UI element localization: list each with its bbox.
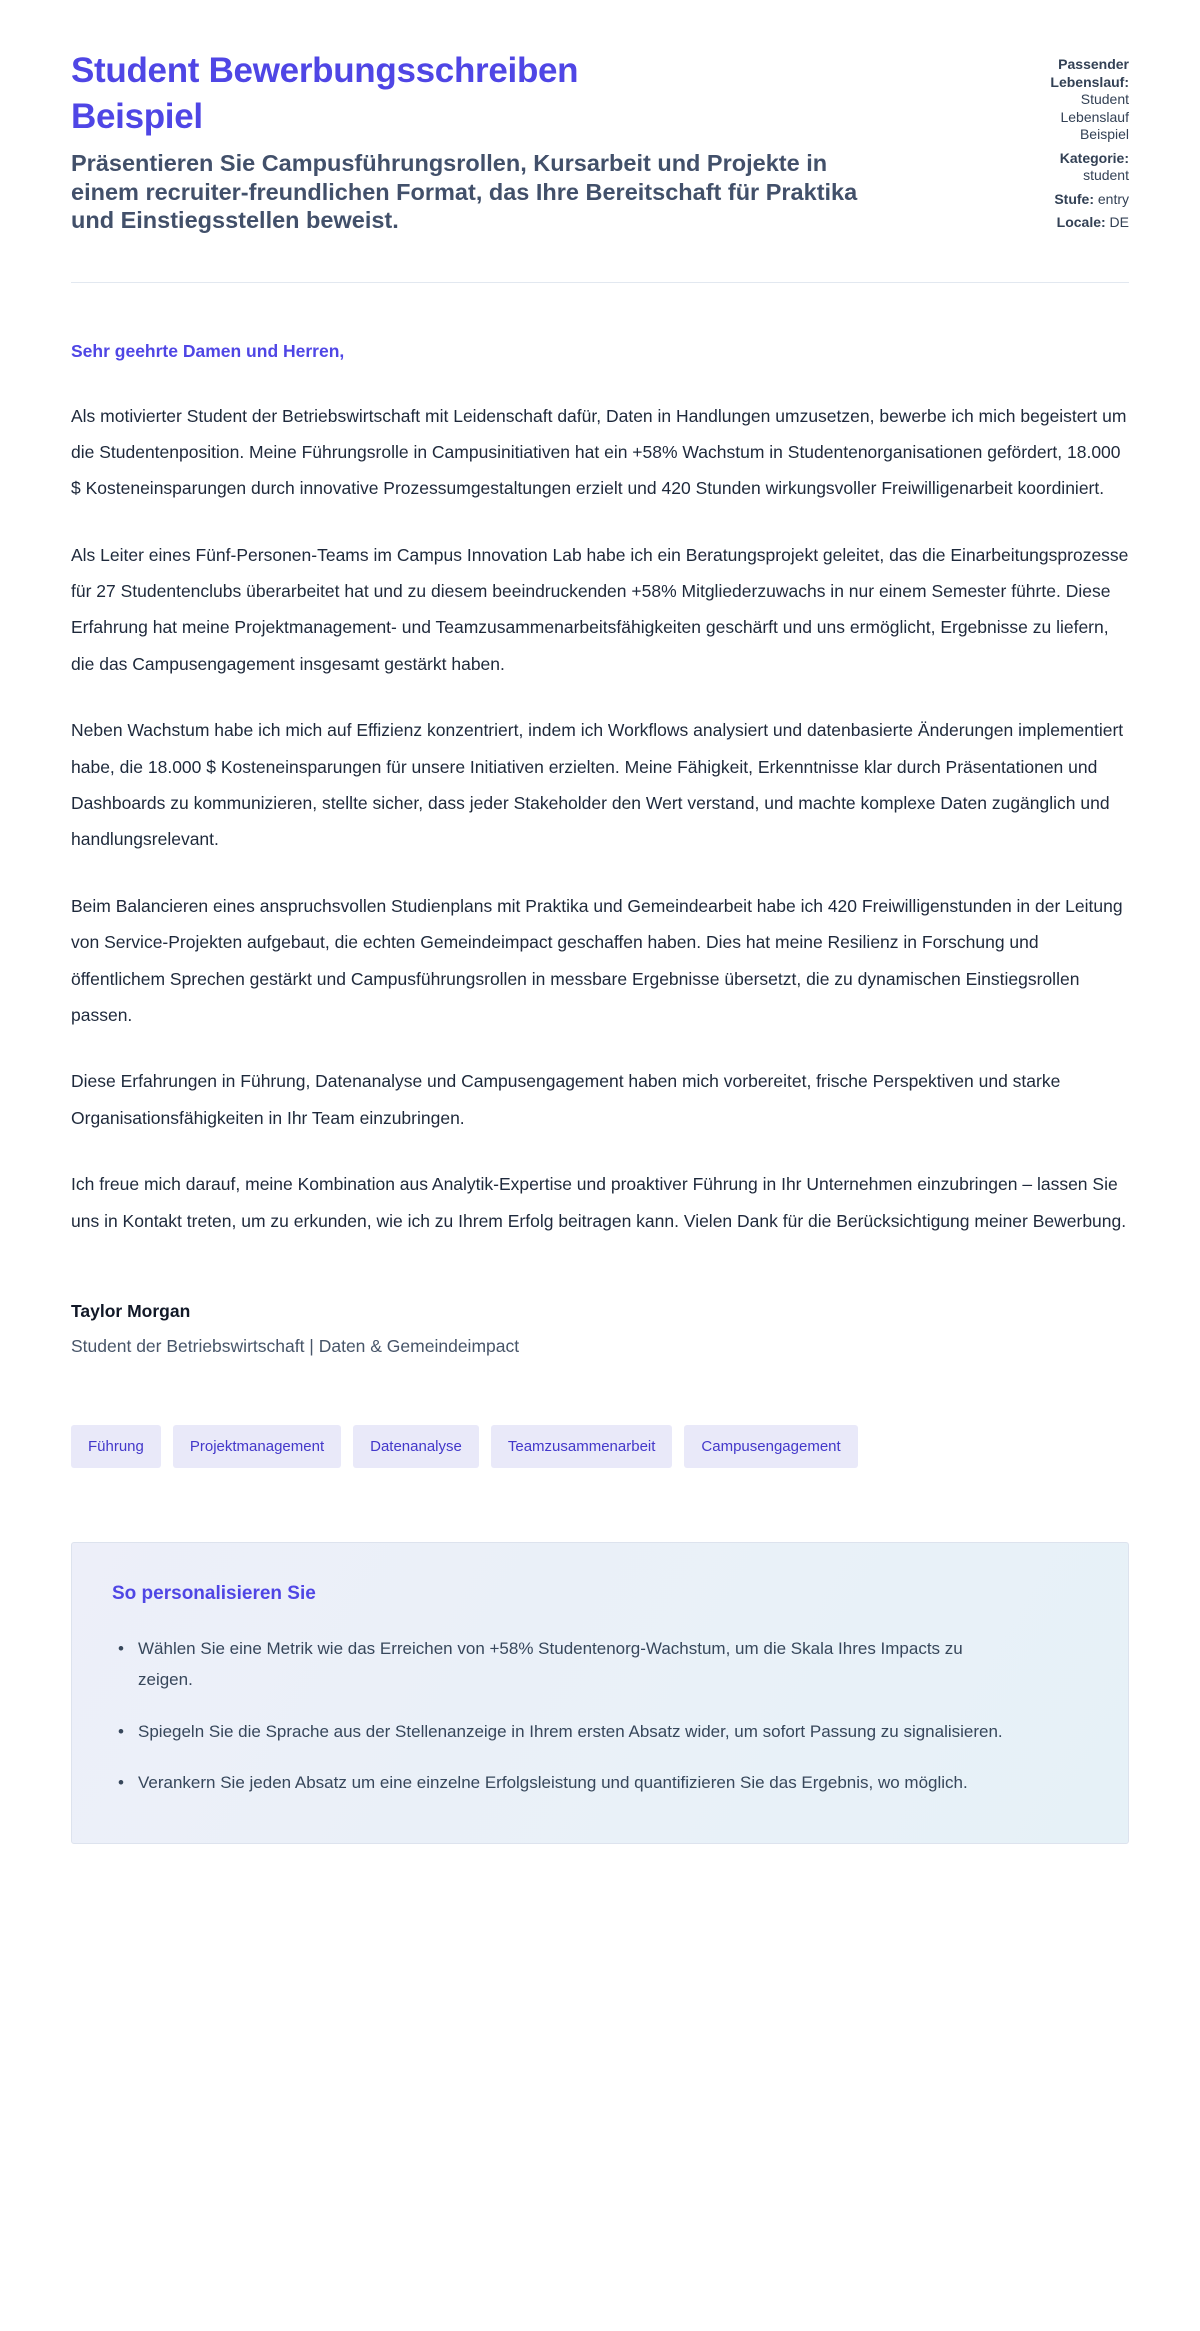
tip-item: • Verankern Sie jeden Absatz um eine einzelne Erfolgsleistung und quantifizieren Sie das Ergebnis, wo möglich. <box>112 1767 1012 1798</box>
meta-row <box>1011 191 1129 209</box>
meta-row <box>1011 56 1129 144</box>
meta-label: Locale: <box>1056 214 1106 230</box>
meta-label: Kategorie: <box>1059 149 1129 166</box>
meta-label: Stufe: <box>1054 190 1094 207</box>
header-divider <box>71 282 1129 283</box>
skill-tag: Führung <box>71 1425 161 1468</box>
tips-heading: So personalisieren Sie <box>112 1582 316 1604</box>
letter-paragraph: Als motivierter Student der Betriebswirtschaft mit Leidenschaft dafür, Daten in Handlungen umzusetzen, bewerbe ich mich begeistert um die Studentenposition. Meine Führungsrolle in Campusinitiativen hat ein +58% Wachstum in Studentenorganisationen gefördert, 18.000 $ Kosteneinsparungen durch innovative Prozessumgestaltungen erzielt und 420 Stunden wirkungsvoller Freiwilligenarbeit koordiniert. <box>71 405 1127 499</box>
letter-paragraph: Als Leiter eines Fünf-Personen-Teams im Campus Innovation Lab habe ich ein Beratungsprojekt geleitet, das die Einarbeitungsprozesse für 27 Studentenclubs überarbeitet hat und zu diesem beeindruckenden +58% Mitgliederzuwachs in nur einem Semester führte. Diese Erfahrung hat meine Projektmanagement- und Teamzusammenarbeitsfähigkeiten geschärft und uns ermöglicht, Ergebnisse zu liefern, die das Campusengagement insgesamt gestärkt haben. <box>71 544 1129 674</box>
tip-item: • Spiegeln Sie die Sprache aus der Stellenanzeige in Ihrem ersten Absatz wider, um sofort Passung zu signalisieren. <box>112 1716 1012 1747</box>
skill-tag: Projektmanagement <box>173 1425 341 1468</box>
signature-block <box>71 1301 1129 1357</box>
skill-tags <box>71 1425 1129 1468</box>
skill-tag: Campusengagement <box>684 1425 857 1468</box>
meta-value: entry <box>1097 190 1129 207</box>
letter-body <box>71 341 1129 1357</box>
tips-list <box>112 1633 1088 1799</box>
page-subtitle: Präsentieren Sie Campusführungsrollen, Kursarbeit und Projekte in einem recruiter-freundlichen Format, das Ihre Bereitschaft für Praktika und Einstiegsstellen beweist. <box>71 150 858 234</box>
signature-name: Taylor Morgan <box>71 1300 191 1321</box>
salutation: Sehr geehrte Damen und Herren, <box>71 340 345 361</box>
meta-label: Passender Lebenslauf: <box>1050 56 1129 90</box>
letter-paragraph: Diese Erfahrungen in Führung, Datenanalyse und Campusengagement haben mich vorbereitet, frische Perspektiven und starke Organisationsfähigkeiten in Ihr Team einzubringen. <box>71 1071 1061 1128</box>
meta-value: student <box>1083 167 1129 183</box>
signature-role: Student der Betriebswirtschaft | Daten & Gemeindeimpact <box>71 1335 520 1356</box>
letter-paragraph: Beim Balancieren eines anspruchsvollen Studienplans mit Praktika und Gemeindearbeit habe ich 420 Freiwilligenstunden in der Leitung von Service-Projekten aufgebaut, die echten Gemeindeimpact geschaffen haben. Dies hat meine Resilienz in Forschung und öffentlichem Sprechen gestärkt und Campusführungsrollen in messbare Ergebnisse übersetzt, die zu dynamischen Einstiegsrollen passen. <box>71 895 1123 1025</box>
tip-item: • Wählen Sie eine Metrik wie das Erreichen von +58% Studentenorg-Wachstum, um die Skala Ihres Impacts zu zeigen. <box>112 1633 1012 1696</box>
page-header <box>71 48 1129 238</box>
skill-tag: Datenanalyse <box>353 1425 479 1468</box>
letter-paragraph: Ich freue mich darauf, meine Kombination aus Analytik-Expertise und proaktiver Führung in Ihr Unternehmen einzubringen – lassen Sie uns in Kontakt treten, um zu erkunden, wie ich zu Ihrem Erfolg beitragen kann. Vielen Dank für die Berücksichtigung meiner Bewerbung. <box>71 1174 1127 1231</box>
letter-paragraphs <box>71 398 1129 1239</box>
meta-value: Student Lebenslauf Beispiel <box>1060 91 1129 142</box>
meta-panel <box>1011 48 1129 238</box>
skill-tag: Teamzusammenarbeit <box>491 1425 673 1468</box>
personalization-tips-panel <box>71 1542 1129 1844</box>
header-title-block <box>71 48 983 238</box>
meta-row <box>1011 150 1129 185</box>
meta-row <box>1011 214 1129 232</box>
letter-paragraph: Neben Wachstum habe ich mich auf Effizienz konzentriert, indem ich Workflows analysiert und datenbasierte Änderungen implementiert habe, die 18.000 $ Kosteneinsparungen für unsere Initiativen erzielten. Meine Fähigkeit, Erkenntnisse klar durch Präsentationen und Dashboards zu kommunizieren, stellte sicher, dass jeder Stakeholder den Wert verstand, und machte komplexe Daten zugänglich und handlungsrelevant. <box>71 720 1124 850</box>
page-title: Student Bewerbungsschreiben Beispiel <box>71 51 579 136</box>
meta-value: DE <box>1109 214 1129 230</box>
